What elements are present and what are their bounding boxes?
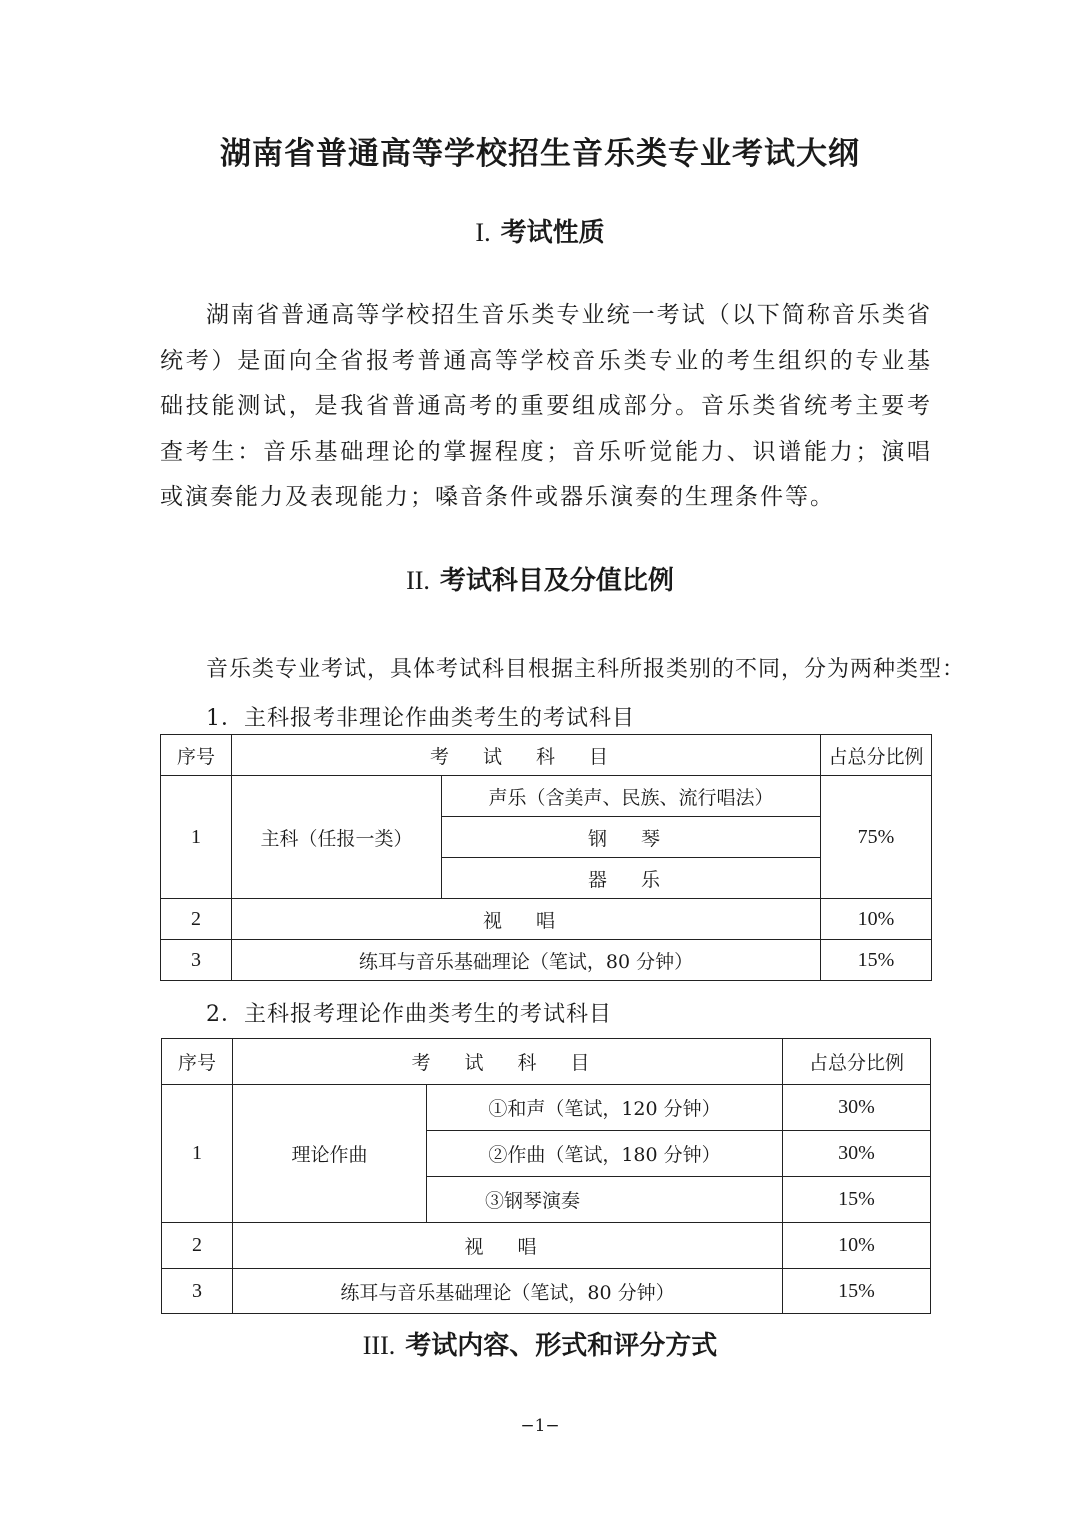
page-number: −1− [520,1416,560,1436]
table-2-main-item: ③钢琴演奏 [427,1177,783,1223]
table-2-main-no: 1 [162,1085,233,1223]
table-1-row-subject: 视 唱 [232,899,821,940]
table-1-row-no: 2 [161,899,232,940]
section-2-intro: 音乐类专业考试，具体考试科目根据主科所报类别的不同，分为两种类型： [206,657,966,682]
table-2-header-row [162,1039,931,1085]
table-1-main-item: 器 乐 [442,858,821,899]
table-2-header-no: 序号 [162,1039,233,1085]
section-3-heading [0,1325,1080,1362]
table-1 [160,734,932,981]
table-2-main-ratio: 30% [783,1085,931,1131]
table-1-main-item: 声乐（含美声、民族、流行唱法） [442,776,821,817]
table-row [162,1223,931,1269]
table-1-header-row [161,735,932,776]
table-2-row-ratio: 15% [783,1269,931,1314]
table-row [161,940,932,981]
table-2-row-no: 3 [162,1269,233,1314]
table-1-row-no: 3 [161,940,232,981]
table-row [162,1269,931,1314]
section-2-heading [0,560,1080,597]
table-1-main-item: 钢 琴 [442,817,821,858]
table-2-header-subject: 考 试 科 目 [233,1039,783,1085]
table-2-row-subject: 视 唱 [233,1223,783,1269]
table-2-header-ratio: 占总分比例 [783,1039,931,1085]
table-1-header-subject: 考 试 科 目 [232,735,821,776]
section-2-title: 考试科目及分值比例 [439,566,674,596]
table-2-row-subject: 练耳与音乐基础理论（笔试，80 分钟） [233,1269,783,1314]
table-1-row-ratio: 15% [821,940,932,981]
section-1-title: 考试性质 [500,218,605,248]
table-1-header-ratio: 占总分比例 [821,735,932,776]
section-1-number: I. [475,218,491,247]
section-1-paragraph: 湖南省普通高等学校招生音乐类专业统一考试（以下简称音乐类省统考）是面向全省报考普通高等学校音乐类专业的考生组织的专业基础技能测试，是我省普通高考的重要组成部分。音乐类省统考主要考查考生：音乐基础理论的掌握程度；音乐听觉能力、识谱能力；演唱或演奏能力及表现能力；嗓音条件或器乐演奏的生理条件等。 [160,302,932,510]
table-2-caption: 2．主科报考理论作曲类考生的考试科目 [206,1002,612,1027]
section-1-heading [0,212,1080,249]
table-1-caption: 1．主科报考非理论作曲类考生的考试科目 [206,706,635,731]
table-2-row-ratio: 10% [783,1223,931,1269]
table-2-main-group: 理论作曲 [233,1085,427,1223]
table-1-main-group: 主科（任报一类） [232,776,442,899]
table-row [162,1085,931,1131]
table-1-header-no: 序号 [161,735,232,776]
document-title: 湖南省普通高等学校招生音乐类专业考试大纲 [220,136,860,172]
table-1-main-no: 1 [161,776,232,899]
table-2-main-item: ②作曲（笔试，180 分钟） [427,1131,783,1177]
table-2 [161,1038,931,1314]
table-row [161,776,932,817]
table-2-main-item: ①和声（笔试，120 分钟） [427,1085,783,1131]
table-2-row-no: 2 [162,1223,233,1269]
section-2-number: II. [406,566,430,595]
table-1-main-ratio: 75% [821,776,932,899]
table-1-row-subject: 练耳与音乐基础理论（笔试，80 分钟） [232,940,821,981]
table-row [161,899,932,940]
table-2-main-ratio: 30% [783,1131,931,1177]
section-3-number: III. [362,1331,396,1360]
table-1-row-ratio: 10% [821,899,932,940]
table-2-main-ratio: 15% [783,1177,931,1223]
section-3-title: 考试内容、形式和评分方式 [405,1331,718,1361]
